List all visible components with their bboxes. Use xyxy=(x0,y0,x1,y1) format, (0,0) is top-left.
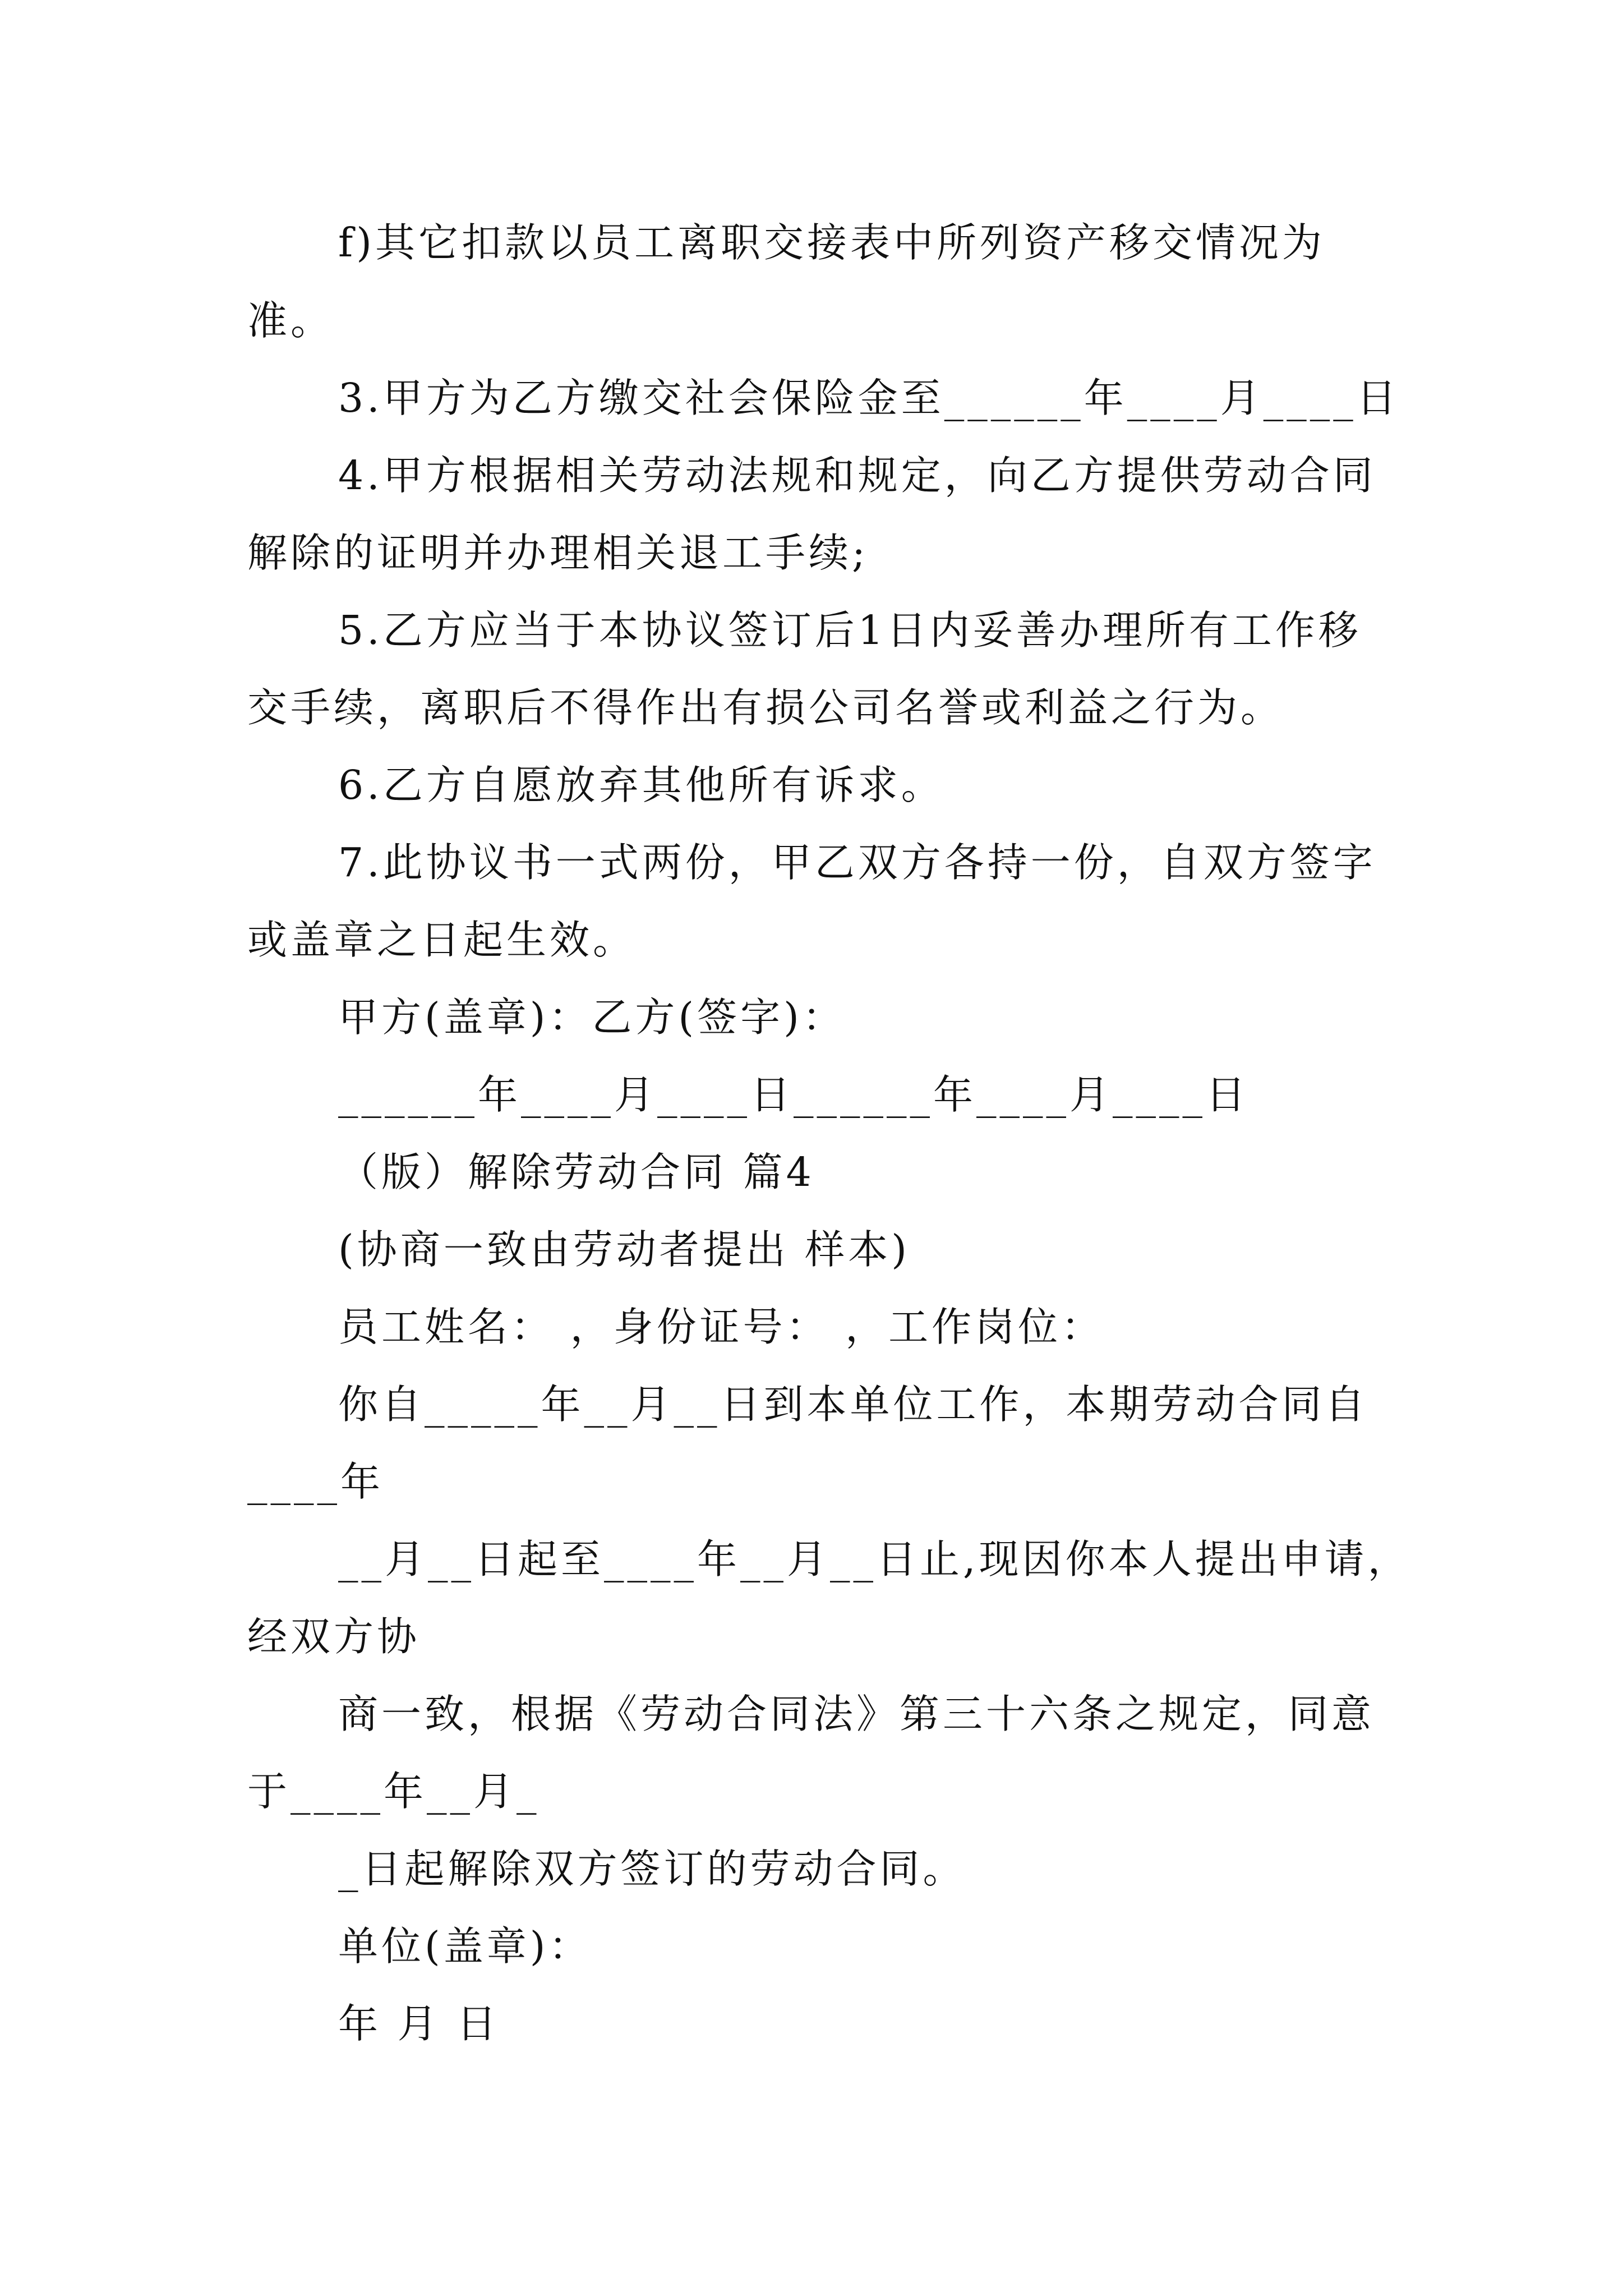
text-line: 经双方协 xyxy=(247,1613,421,1660)
text-line: 5.乙方应当于本协议签订后1日内妥善办理所有工作移 xyxy=(338,607,1362,654)
text-line: 年 月 日 xyxy=(338,2000,500,2047)
text-line: (协商一致由劳动者提出 样本) xyxy=(338,1226,910,1273)
text-line: 解除的证明并办理相关退工手续; xyxy=(247,530,869,576)
text-line: 员工姓名： ，身份证号： ，工作岗位： xyxy=(338,1304,1105,1350)
text-line: 3.甲方为乙方缴交社会保险金至______年____月____日 xyxy=(338,375,1400,421)
text-line: 交手续，离职后不得作出有损公司名誉或利益之行为。 xyxy=(247,684,1284,731)
text-line: 或盖章之日起生效。 xyxy=(247,917,637,963)
text-line: 商一致，根据《劳动合同法》第三十六条之规定，同意 xyxy=(338,1691,1375,1737)
text-line: f)其它扣款以员工离职交接表中所列资产移交情况为 xyxy=(338,219,1325,266)
text-line: 4.甲方根据相关劳动法规和规定，向乙方提供劳动合同 xyxy=(338,452,1376,499)
text-line: __月__日起至____年__月__日止,现因你本人提出申请， xyxy=(338,1536,1411,1582)
text-line: 甲方(盖章)：乙方(签字)： xyxy=(338,994,846,1041)
text-line: 6.乙方自愿放弃其他所有诉求。 xyxy=(338,762,944,808)
text-line: _日起解除双方签订的劳动合同。 xyxy=(338,1846,966,1892)
text-line: ____年 xyxy=(247,1458,384,1505)
text-line: 7.此协议书一式两份，甲乙双方各持一份，自双方签字 xyxy=(338,839,1376,886)
text-line: 单位(盖章)： xyxy=(338,1923,592,1970)
text-line: 你自_____年__月__日到本单位工作，本期劳动合同自 xyxy=(338,1381,1368,1428)
text-line: 准。 xyxy=(247,297,334,344)
text-line: ______年____月____日______年____月____日 xyxy=(338,1071,1249,1118)
text-line: 于____年__月_ xyxy=(247,1768,540,1815)
section-heading: （版）解除劳动合同 篇4 xyxy=(338,1149,815,1195)
